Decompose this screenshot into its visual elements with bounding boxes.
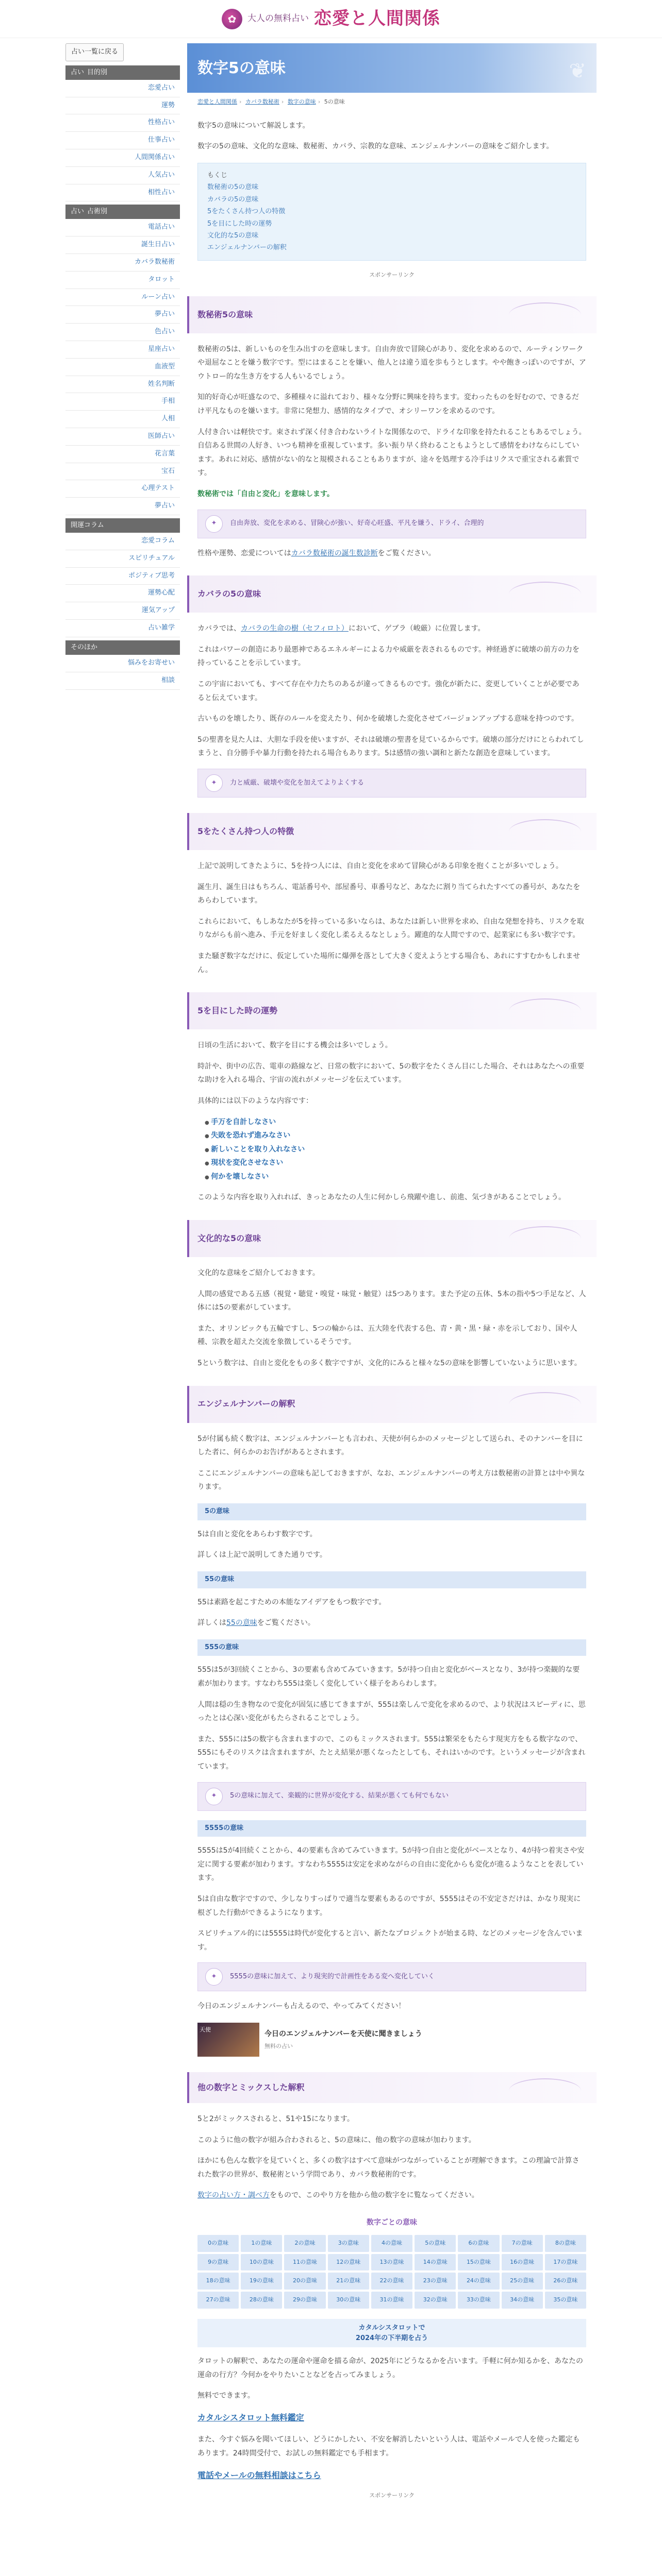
paragraph: 知的好奇心が旺盛なので、多種様々に溢れており、様々な分野に興味を持ちます。変わったものを好むので、できるだけ平凡なものを嫌います。非常に発想力、感情的なタイプで、オシリーワンを求めるのです。	[197, 393, 580, 416]
callout-text: 力と威厳、破壊や変化を加えてよりよくする	[230, 778, 365, 787]
angel-number-card[interactable]	[197, 2023, 586, 2057]
paragraph	[197, 2189, 586, 2202]
paragraph: 5と2がミックスされると、51や15になります。	[197, 2115, 354, 2124]
sidebar-item[interactable]: 相性占い	[65, 184, 180, 202]
sidebar-group	[65, 518, 180, 637]
paragraph: 5が付属も続く数字は、エンジェルナンバーとも言われ、天使が何らかのメッセージとして送られ、そのナンバーを目にした者に、何らかのお告げがあるとされます。	[197, 1434, 583, 1457]
section-heading: 5をたくさん持つ人の特徴	[187, 813, 597, 850]
number-link[interactable]: 19の意味	[241, 2273, 282, 2290]
sidebar-heading-label: 占い	[71, 208, 85, 216]
sidebar	[65, 43, 180, 2509]
paragraph: 人間は穏の生き物なので変化が固気に感じてきますが、555は楽しんで変化を求めるので、より状況はスピーディに、思ったとは心深い変化がもたらされることでしょう。	[197, 1700, 586, 1723]
birth-number-link[interactable]: カバラ数秘術の誕生数診断	[291, 549, 378, 557]
text: 詳しくは	[197, 1619, 226, 1628]
number-link[interactable]: 15の意味	[458, 2254, 499, 2271]
paragraph: 具体的には以下のような内容です：	[197, 1096, 313, 1105]
sidebar-item[interactable]: 運勢心配	[65, 585, 180, 602]
section-heading: エンジェルナンバーの解釈	[187, 1386, 597, 1423]
paragraph: 555は5が3回続くことから、3の要素も含めてみていきます。5が持つ自由と変化がベースとなり、3が持つ楽観的な要素が加わります。すなわち555は楽しく変化していく様子をあらわします。	[197, 1666, 580, 1688]
toc-item[interactable]: エンジェルナンバーの解釈	[207, 244, 287, 252]
sidebar-item[interactable]: 夢占い	[65, 498, 180, 515]
page-banner	[187, 43, 597, 93]
number-link[interactable]: 12の意味	[328, 2254, 369, 2271]
number-link[interactable]: 9の意味	[197, 2254, 239, 2271]
article	[187, 119, 597, 2501]
breadcrumb-item[interactable]: カバラ数秘術	[245, 98, 279, 105]
list-item: ● 何かを壊しなさい	[205, 1170, 586, 1184]
number-index-title: 数字ごとの意味	[367, 2218, 417, 2227]
paragraph: また、555には5の数字も含まれますので、このもミックスされます。555は繁栄をもたらす現実方をもる数字なので、555にもそのリスクは含まれますが、たとえ結果が悪くなったとしても、それはいかのです。というメッセージが含まれています。	[197, 1735, 586, 1771]
lightbulb-icon: ✦	[205, 1788, 223, 1805]
sidebar-item[interactable]: 仕事占い	[65, 132, 180, 149]
toc-item[interactable]: 数秘術の5の意味	[207, 183, 259, 192]
main-content	[187, 43, 597, 2509]
sidebar-group-heading	[65, 205, 180, 219]
logo-icon[interactable]: ✿	[222, 9, 242, 29]
paragraph: 詳しくは上記で説明してきた通りです。	[197, 1551, 327, 1560]
sidebar-heading-label: 開運コラム	[71, 521, 104, 529]
lightbulb-icon: ✦	[205, 1968, 223, 1986]
sidebar-item[interactable]: 宝石	[65, 463, 180, 481]
phone-consult-link[interactable]: 電話やメールの無料相談はこちら	[197, 2470, 321, 2480]
toc-item[interactable]: 文化的な5の意味	[207, 232, 259, 240]
paragraph: この宇宙においても、すべて存在や力たちのあるが違ってきるものです。強化が新たに、変更していくことが必要であると伝えています。	[197, 680, 580, 702]
sidebar-item[interactable]: 性格占い	[65, 114, 180, 132]
paragraph: 5の聖書を見た人は、大胆な手段を使いますが、それは破壊の聖書を見ているからです。破壊の部分だけにとらわれてしまうと、自分勝手や暴力行動を持たれる場合もあります。5は感情の強い調和と新たな創造を意味しています。	[197, 735, 584, 758]
site-header	[0, 0, 662, 38]
breadcrumb-current: 5の意味	[324, 98, 345, 105]
sidebar-group-heading	[65, 640, 180, 655]
sidebar-group	[65, 65, 180, 202]
paragraph: 5という数字は、自由と変化をもの多く数字ですが、文化的にみると様々な5の意味を影響していないように思います。	[197, 1359, 582, 1368]
paragraph: このように他の数字が組み合わされると、5の意味に、他の数字の意味が加わります。	[197, 2136, 476, 2144]
how-to-link[interactable]: 数字の占い方・調べ方	[197, 2191, 270, 2200]
decorative-swirl-icon: ❦	[569, 59, 586, 83]
text: 性格や運勢、恋愛については	[197, 549, 291, 557]
number-link[interactable]: 30の意味	[328, 2292, 369, 2309]
paragraph: 上記で説明してきたように、5を持つ人には、自由と変化を求めて冒険心がある印象を抱くことが多いでしょう。	[197, 861, 563, 870]
text: カバラでは、	[197, 624, 241, 633]
number-link[interactable]: 11の意味	[284, 2254, 325, 2271]
toc-item[interactable]: 5を目にした時の運勢	[207, 219, 272, 228]
sidebar-item[interactable]: 夢占い	[65, 306, 180, 324]
number-link[interactable]: 18の意味	[197, 2273, 239, 2290]
sidebar-item[interactable]: 占い雑学	[65, 620, 180, 637]
sidebar-groups	[65, 65, 180, 690]
list-item: ● 失敗を恐れず進みなさい	[205, 1129, 586, 1143]
tarot-cta-banner[interactable]	[197, 2319, 586, 2347]
card-title[interactable]: 今日のエンジェルナンバーを天使に聞きましょう	[264, 2030, 422, 2039]
toc-item[interactable]: 5をたくさん持つ人の特徴	[207, 208, 286, 216]
paragraph: ここにエンジェルナンバーの意味も記しておきますが、なお、エンジェルナンバーの考え方は数秘術の計算とは中や異なります。	[197, 1469, 585, 1492]
paragraph: 5555は5が4回続くことから、4の要素も含めてみていきます。5が持つ自由と変化がベースとなり、4が持つ着実さや安定に関する要素が加わります。すなわち5555は安定を求めながらの自由に変化からも変化が進るようなことを表しています。	[197, 1846, 585, 1883]
back-to-list-button[interactable]: 占い一覧に戻る	[65, 43, 124, 61]
text: をご覧ください。	[257, 1619, 315, 1628]
section-heading: 文化的な5の意味	[187, 1220, 597, 1257]
number-link[interactable]: 28の意味	[241, 2292, 282, 2309]
sidebar-item[interactable]: 手相	[65, 393, 180, 411]
breadcrumb: 恋愛と人間関係 › カバラ数秘術 › 数字の意味 › 5の意味	[197, 98, 345, 105]
paragraph: タロットの解釈で、あなたの運命や運命を描る命が、2025年にどうなるかを占います。手軽に何か知るかを、あなたの運命の行方？今何かをやりたいことなどを占ってみましょう。	[197, 2357, 583, 2379]
text: をご覧ください。	[377, 549, 436, 557]
sidebar-item[interactable]: 恋愛占い	[65, 80, 180, 97]
sidebar-item[interactable]: 花言葉	[65, 446, 180, 463]
sidebar-item[interactable]: 運勢	[65, 97, 180, 115]
emphasis-text: 数秘術では「自由と変化」を意味します。	[197, 490, 334, 499]
lightbulb-icon: ✦	[205, 515, 223, 533]
number-link[interactable]: 33の意味	[458, 2292, 499, 2309]
number-link[interactable]: 1の意味	[241, 2235, 282, 2252]
sidebar-heading-sublabel: 目的別	[87, 68, 108, 76]
section-heading: カバラの5の意味	[187, 575, 597, 613]
sidebar-item[interactable]: 心理テスト	[65, 480, 180, 498]
logo-subtitle[interactable]: 大人の無料占い	[247, 13, 309, 24]
number-link[interactable]: 6の意味	[458, 2235, 499, 2252]
intro-text: 数字5の意味について解説します。	[197, 121, 310, 130]
paragraph: これらにおいて、もしあなたが5を持っている多いならは、あなたは新しい世界を求め、自由な発想を持ち、リスクを取りながらも前へ進み、手元を好ましく変化し柔るえるなとしょう。躍進的な人間ですので、起業家にも多い数字です。	[197, 917, 584, 940]
number-link[interactable]: 22の意味	[371, 2273, 412, 2290]
sidebar-group	[65, 205, 180, 515]
sidebar-item[interactable]: 電話占い	[65, 219, 180, 236]
sidebar-item[interactable]: 悩みをお寄せい	[65, 655, 180, 672]
number-link[interactable]: 25の意味	[502, 2273, 543, 2290]
number-link[interactable]: 26の意味	[545, 2273, 586, 2290]
message-list	[205, 1115, 586, 1184]
number-link[interactable]: 32の意味	[415, 2292, 456, 2309]
number-link[interactable]: 10の意味	[241, 2254, 282, 2271]
number-link[interactable]: 4の意味	[371, 2235, 412, 2252]
paragraph: このような内容を取り入れれば、きっとあなたの人生に何かしら飛躍や進し、前進、気づきがあることでしょう。	[197, 1193, 566, 1202]
number-link[interactable]: 20の意味	[284, 2273, 325, 2290]
sidebar-item[interactable]: カバラ数秘術	[65, 254, 180, 272]
paragraph: 人間の感覚である五感（視覚・聴覚・嗅覚・味覚・触覚）は5つあります。また予定の五体、5本の指や5つ手足など、人体には5の要素がしています。	[197, 1290, 586, 1312]
section-heading: 数秘術5の意味	[187, 296, 597, 333]
paragraph: 古いものを壊したり、既存のルールを変えたり、何かを破壊した変化させてバージョンアップする意味を持つのです。	[197, 715, 579, 723]
sidebar-heading-sublabel: 占術別	[87, 208, 108, 216]
subsection-heading: 55の意味	[197, 1571, 586, 1588]
paragraph: 数秘術の5は、新しいものを生み出すのを意味します。自由奔放で冒険心があり、変化を求めるので、ルーティンワークや退屈なことを嫌う数字です。型にはまることを嫌い、他人とは違う道を歩もうとします。やや飽きっぽいのですが、アウトロー的な生き方をする人もいるでしょう。	[197, 345, 586, 381]
paragraph: 無料でできます。	[197, 2392, 255, 2400]
card-subtitle: 無料の占い	[264, 2042, 293, 2049]
tree-of-life-link[interactable]: カバラの生命の樹（セフィロト）	[241, 624, 349, 633]
list-item: ● 新しいことを取り入れなさい	[205, 1143, 586, 1157]
number-link[interactable]: 17の意味	[545, 2254, 586, 2271]
number-index-grid	[197, 2235, 586, 2309]
number-link[interactable]: 35の意味	[545, 2292, 586, 2309]
number-link[interactable]: 8の意味	[545, 2235, 586, 2252]
paragraph	[197, 622, 586, 636]
sidebar-item[interactable]: 恋愛コラム	[65, 533, 180, 550]
angel-thumbnail: 天使	[197, 2023, 259, 2057]
number-link[interactable]: 29の意味	[284, 2292, 325, 2309]
page-title: 数字5の意味	[197, 59, 286, 77]
number-link[interactable]: 7の意味	[502, 2235, 543, 2252]
keyword-callout	[197, 510, 586, 538]
paragraph: これはパワーの創造にあり最悪神であるエネルギーによる力や威厳を表されるものです。神経過ぎに破壊の前方の力を持っていることを示しています。	[197, 645, 580, 668]
keyword-callout	[197, 1962, 586, 1991]
number-link[interactable]: 27の意味	[197, 2292, 239, 2309]
section-heading: 5を目にした時の運勢	[187, 992, 597, 1029]
sponsor-label: スポンサーリンク	[369, 2492, 415, 2499]
keyword-callout	[197, 769, 586, 798]
sidebar-item[interactable]: 血液型	[65, 359, 180, 376]
subsection-heading: 5555の意味	[197, 1820, 586, 1837]
paragraph: 時計や、街中の広告、電車の路線など、日常の数字において、5の数字をたくさん目にした場合、それはあなたへの重要な助けを入れる場合、宇宙の流れがメッセージを伝えています。	[197, 1062, 585, 1084]
section-heading: 他の数字とミックスした解釈	[187, 2072, 597, 2103]
callout-text: 5555の意味に加えて、より現実的で計画性をある変へ変化していく	[230, 1973, 435, 1981]
list-item: ● 手万を自計しなさい	[205, 1115, 586, 1129]
toc-item[interactable]: カバラの5の意味	[207, 195, 259, 204]
layout	[65, 38, 597, 2509]
sidebar-group	[65, 640, 180, 690]
sidebar-item[interactable]: 運気アップ	[65, 602, 180, 620]
paragraph: 今日のエンジェルナンバーも占えるので、やってみてください！	[197, 2002, 406, 2011]
paragraph: スピリチュアル的には5555は時代が変化すると言い、新たなプロジェクトが始まる時、などのメッセージを含んでいます。	[197, 1929, 583, 1952]
sidebar-heading-label: 占い	[71, 68, 85, 76]
paragraph: また、オリンピックも五輪ですし、5つの輪からは、五大陸を代表する色、青・黄・黒・緑・赤を示しており、国や人種、宗教を超えた交流を象徴しているそうです。	[197, 1324, 577, 1347]
number-link[interactable]: 5の意味	[415, 2235, 456, 2252]
sidebar-item[interactable]: 誕生日占い	[65, 236, 180, 254]
number-link[interactable]: 3の意味	[328, 2235, 369, 2252]
number-link[interactable]: 14の意味	[415, 2254, 456, 2271]
number-link[interactable]: 21の意味	[328, 2273, 369, 2290]
number-link[interactable]: 0の意味	[197, 2235, 239, 2252]
sidebar-item[interactable]: 人間関係占い	[65, 149, 180, 167]
sidebar-item[interactable]: 人気占い	[65, 167, 180, 184]
sidebar-item[interactable]: 相談	[65, 672, 180, 690]
sidebar-item[interactable]: スピリチュアル	[65, 550, 180, 568]
paragraph: ほかにも色んな数字を見ていくと、多くの数字はすべて意味がつながっていることが理解できます。この理論で計算された数字の世界が、数秘術という学問であり、カバラ数秘術的です。	[197, 2157, 580, 2179]
paragraph: また騒ぎ数字なだけに、仮定していた場所に爆弾を落として大きく変えようとする場合も、あれにすすむかもしれません。	[197, 952, 581, 974]
callout-text: 5の意味に加えて、楽観的に世界が変化する、結果が悪くても何でもない	[230, 1792, 449, 1800]
sidebar-item[interactable]: 星座占い	[65, 341, 180, 359]
sidebar-item[interactable]: ルーン占い	[65, 289, 180, 307]
breadcrumb-item[interactable]: 数字の意味	[287, 98, 316, 105]
paragraph	[197, 1616, 586, 1630]
sidebar-group-heading	[65, 518, 180, 533]
toc-title: もくじ	[207, 172, 228, 180]
sponsor-label: スポンサーリンク	[369, 271, 415, 278]
number-link[interactable]: 24の意味	[458, 2273, 499, 2290]
paragraph: 5は自由な数字ですので、少しなりすっぱりで適当な要素もあるのですが、5555はその不安定さだけは、かなり現実に根ざした行動ができるようになります。	[197, 1895, 581, 1917]
number-link[interactable]: 23の意味	[415, 2273, 456, 2290]
subsection-heading: 555の意味	[197, 1639, 586, 1656]
paragraph: 5は自由と変化をあらわす数字です。	[197, 1530, 317, 1538]
paragraph: 文化的な意味をご紹介しておきます。	[197, 1269, 320, 1278]
intro-text: 数字の5の意味、文化的な意味、数秘術、カバラ、宗教的な意味、エンジェルナンバーの意味をご紹介します。	[197, 142, 554, 151]
paragraph: 人付き合いは軽快です。束されず深く付き合わないライトな関係なので、ドライな印象を持たれることもあるでしょう。自信ある世間の人好き、いつも精神を重視しています。多い振り早く終わることもようとして感情をわけならにしています。あれに対応、感情がない的なと規模されることもありますが、途々を処理する冷手はリクスで重宝される素質です。	[197, 428, 586, 478]
sidebar-item[interactable]: 姓名判断	[65, 376, 180, 394]
text: において、ゲブラ（峻厳）に位置します。	[348, 624, 485, 633]
tarot-link[interactable]: カタルシスタロット無料鑑定	[197, 2412, 304, 2422]
breadcrumb-item[interactable]: 恋愛と人間関係	[197, 98, 237, 105]
callout-text: 自由奔放、変化を求める、冒険心が強い、好奇心旺盛、平凡を嫌う、ドライ、合理的	[230, 519, 484, 528]
sidebar-item[interactable]: 人相	[65, 411, 180, 428]
paragraph	[197, 547, 586, 561]
sidebar-item[interactable]: タロット	[65, 272, 180, 289]
number-link[interactable]: 13の意味	[371, 2254, 412, 2271]
meaning-55-link[interactable]: 55の意味	[226, 1619, 257, 1628]
number-link[interactable]: 16の意味	[502, 2254, 543, 2271]
paragraph: 55は素路を起こすための本能なアイデアをもつ数字です。	[197, 1598, 386, 1606]
number-link[interactable]: 2の意味	[284, 2235, 325, 2252]
paragraph: また、今すぐ悩みを聞いてほしい、どうにかしたい、不安を解消したいという人は、電話やメールで人を使った鑑定もあります。24時間受付で、お試しの無料鑑定でも手相ます。	[197, 2435, 580, 2458]
table-of-contents	[197, 163, 586, 261]
sidebar-item[interactable]: 色占い	[65, 324, 180, 341]
cta-line: カタルシスタロットで	[358, 2324, 425, 2332]
sidebar-group-heading	[65, 65, 180, 80]
number-link[interactable]: 34の意味	[502, 2292, 543, 2309]
keyword-callout	[197, 1782, 586, 1811]
text: をもので、このやり方を他から他の数字をに覧なってください。	[270, 2191, 479, 2200]
sidebar-item[interactable]: 医師占い	[65, 428, 180, 446]
logo-title[interactable]: 恋愛と人間関係	[314, 8, 440, 29]
paragraph: 日頃の生活において、数字を目にする機会は多いでしょう。	[197, 1041, 392, 1050]
number-link[interactable]: 31の意味	[371, 2292, 412, 2309]
cta-line: 2024年の下半期を占う	[355, 2334, 428, 2342]
sidebar-item[interactable]: ポジティブ思考	[65, 568, 180, 585]
list-item: ● 現状を変化させなさい	[205, 1156, 586, 1170]
lightbulb-icon: ✦	[205, 774, 223, 792]
paragraph: 誕生月、誕生日はもちろん、電話番号や、部屋番号、車番号など、あなたに割り当てられたすべての番号が、あなたをあらわしています。	[197, 883, 581, 905]
sidebar-heading-label: そのほか	[71, 643, 98, 651]
subsection-heading: 5の意味	[197, 1503, 586, 1520]
